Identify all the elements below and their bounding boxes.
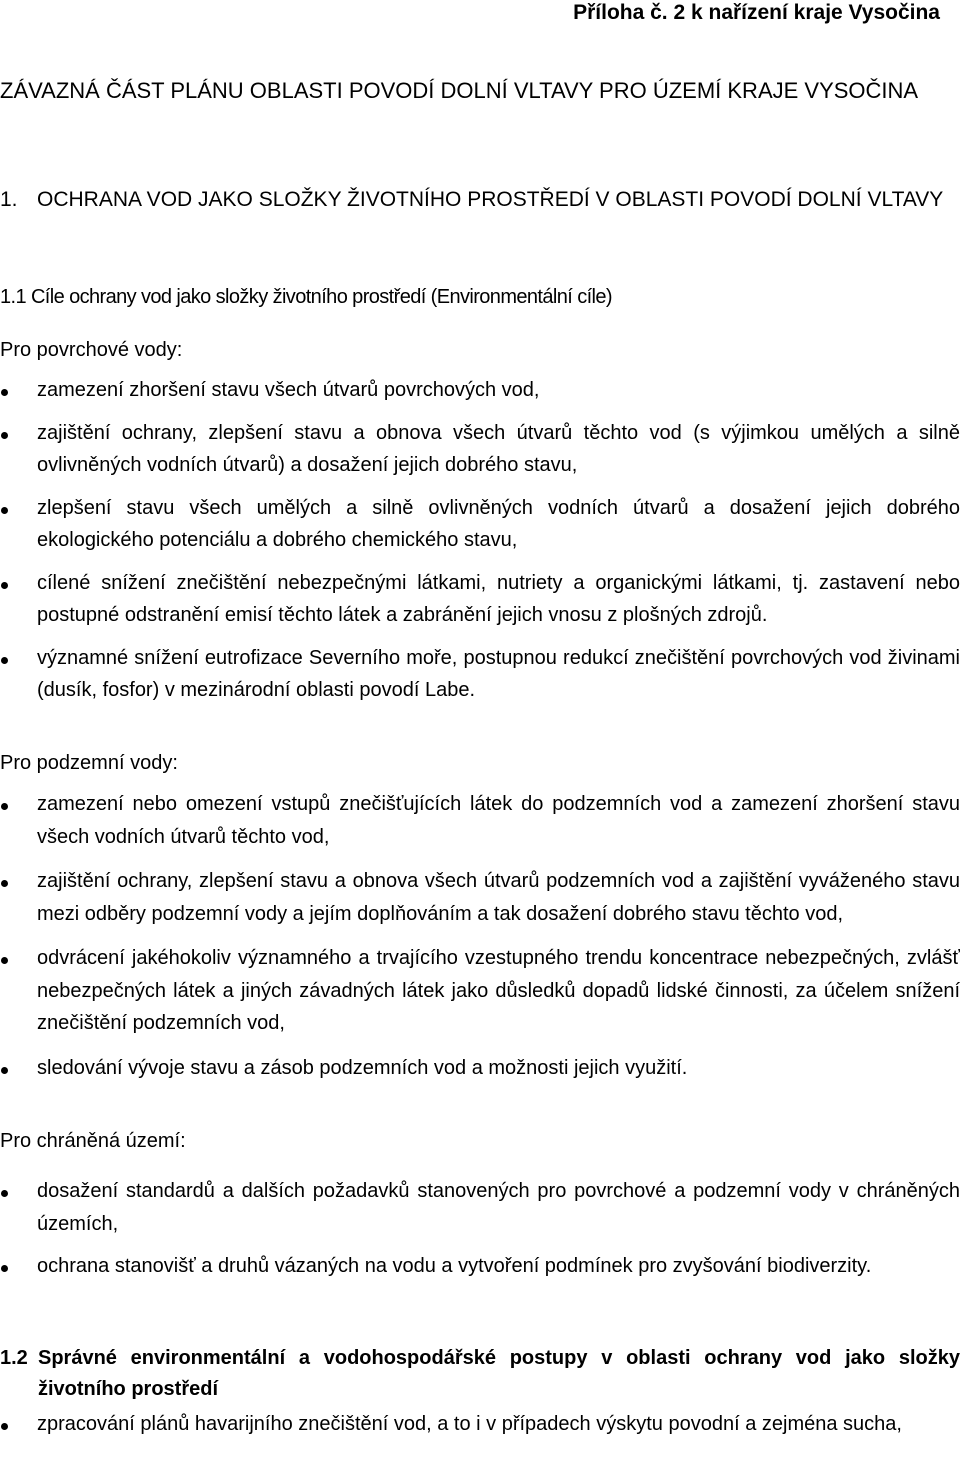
list-item (0, 788, 960, 853)
section-1-2-number: 1.2 (0, 1347, 28, 1369)
bullet-icon (1, 880, 8, 887)
bullet-icon (1, 957, 8, 964)
bullet-icon (1, 803, 8, 810)
list-item (0, 1052, 960, 1085)
bullet-icon (1, 1423, 8, 1430)
bullet-icon (1, 507, 8, 514)
list-item-text: zamezení zhoršení stavu všech útvarů povrchových vod, (37, 379, 540, 401)
subsection-1-1-heading: 1.1 Cíle ochrany vod jako složky životního prostředí (Environmentální cíle) (0, 286, 612, 308)
list-item (0, 1175, 960, 1240)
list-item-text: zajištění ochrany, zlepšení stavu a obnova všech útvarů podzemních vod a zajištění vyváženého stavu mezi odběry podzemní vody a jejím doplňováním a tak dosažení dobrého stavu těchto vod, (37, 870, 960, 925)
document-title: ZÁVAZNÁ ČÁST PLÁNU OBLASTI POVODÍ DOLNÍ VLTAVY PRO ÚZEMÍ KRAJE VYSOČINA (0, 78, 919, 103)
list-item (0, 1408, 960, 1441)
list-item (0, 417, 960, 482)
list-item-text: významné snížení eutrofizace Severního moře, postupnou redukcí znečištění povrchových vod živinami (dusík, fosfor) v mezinárodní oblasti povodí Labe. (37, 646, 960, 701)
list-item (0, 492, 960, 557)
list-item-text: zajištění ochrany, zlepšení stavu a obnova všech útvarů těchto vod (s výjimkou umělých a silně ovlivněných vodních útvarů) a dosažení jejich dobrého stavu, (37, 421, 960, 476)
list-item (0, 642, 960, 707)
bullet-icon (1, 389, 8, 396)
list-item-text: odvrácení jakéhokoliv významného a trvajícího vzestupného trendu koncentrace nebezpečných, zvlášť nebezpečných látek a jiných závadných látek jako důsledků dopadů lidské činnosti, za účelem snížení znečištění podzemních vod, (37, 947, 960, 1034)
bullet-icon (1, 582, 8, 589)
list-item (0, 567, 960, 632)
bullet-icon (1, 1265, 8, 1272)
list-item-text: zlepšení stavu všech umělých a silně ovlivněných vodních útvarů a dosažení jejich dobrého ekologického potenciálu a dobrého chemického stavu, (37, 496, 960, 551)
protected-areas-list (0, 1175, 960, 1283)
list-item (0, 374, 960, 407)
protected-areas-heading: Pro chráněná území: (0, 1130, 186, 1152)
groundwater-heading: Pro podzemní vody: (0, 752, 178, 774)
section-1-2-text: Správné environmentální a vodohospodářské postupy v oblasti ochrany vod jako složky životního prostředí (38, 1347, 960, 1400)
groundwater-list (0, 788, 960, 1084)
bullet-icon (1, 657, 8, 664)
bullet-icon (1, 1067, 8, 1074)
bullet-icon (1, 432, 8, 439)
annex-header: Příloha č. 2 k nařízení kraje Vysočina (573, 1, 940, 24)
section-1-number: 1. (0, 188, 18, 211)
list-item-text: zpracování plánů havarijního znečištění vod, a to i v případech výskytu povodní a zejména sucha, (37, 1413, 902, 1435)
list-item-text: zamezení nebo omezení vstupů znečišťujících látek do podzemních vod a zamezení zhoršení stavu všech vodních útvarů těchto vod, (37, 793, 960, 848)
list-item (0, 942, 960, 1040)
list-item-text: ochrana stanovišť a druhů vázaných na vodu a vytvoření podmínek pro zvyšování biodiverzity. (37, 1255, 872, 1277)
list-item-text: sledování vývoje stavu a zásob podzemních vod a možnosti jejich využití. (37, 1056, 688, 1079)
list-item (0, 1250, 960, 1283)
section-1-heading (0, 186, 950, 214)
list-item-text: cílené snížení znečištění nebezpečnými látkami, nutriety a organickými látkami, tj. zastavení nebo postupné odstranění emisí těchto látek a zabránění jejich vnosu z plošných zdrojů. (37, 571, 960, 626)
list-item (0, 865, 960, 930)
bullet-icon (1, 1190, 8, 1197)
section-1-2-heading (0, 1343, 960, 1405)
section-1-2-list (0, 1408, 960, 1441)
list-item-text: dosažení standardů a dalších požadavků stanovených pro povrchové a podzemní vody v chráněných územích, (37, 1180, 960, 1235)
section-1-text: OCHRANA VOD JAKO SLOŽKY ŽIVOTNÍHO PROSTŘEDÍ V OBLASTI POVODÍ DOLNÍ VLTAVY (37, 188, 944, 211)
surface-waters-heading: Pro povrchové vody: (0, 339, 183, 361)
surface-waters-list (0, 374, 960, 707)
